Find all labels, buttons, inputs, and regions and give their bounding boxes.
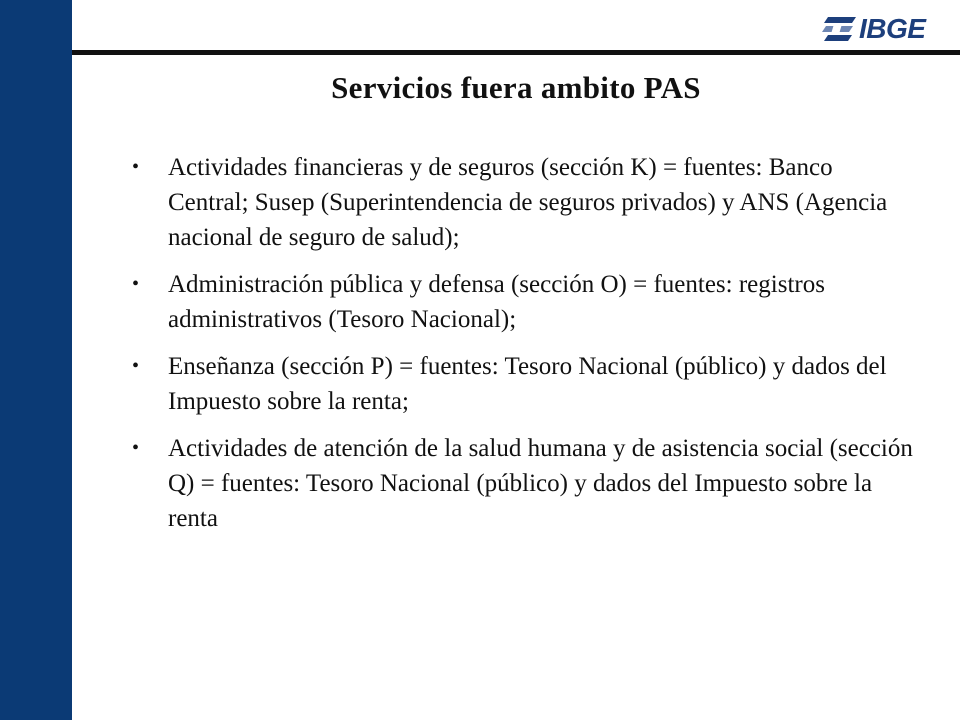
ibge-logo-text: IBGE: [859, 13, 926, 44]
left-sidebar-bar: [0, 0, 72, 720]
bullet-dot-icon: •: [132, 273, 140, 295]
bullet-item: [126, 349, 916, 419]
bullet-text: Administración pública y defensa (sección O) = fuentes: registros administrativos (Tesoro Nacional);: [168, 271, 825, 333]
ibge-logo: [822, 14, 940, 44]
bullet-dot-icon: •: [132, 437, 140, 459]
bullet-text: Enseñanza (sección P) = fuentes: Tesoro Nacional (público) y dados del Impuesto sobre la renta;: [168, 353, 887, 415]
bullet-dot-icon: •: [132, 156, 140, 178]
bullet-item: [126, 267, 916, 337]
bullet-text: Actividades de atención de la salud humana y de asistencia social (sección Q) = fuentes: Tesoro Nacional (público) y dados del Impuesto sobre la renta: [168, 435, 913, 532]
header-divider: [72, 50, 960, 55]
bullet-text: Actividades financieras y de seguros (sección K) = fuentes: Banco Central; Susep (Superintendencia de seguros privados) y ANS (Agencia nacional de seguro de salud);: [168, 154, 888, 251]
bullet-dot-icon: •: [132, 355, 140, 377]
bullet-item: [126, 431, 916, 536]
slide-title: Servicios fuera ambito PAS: [331, 70, 701, 105]
ibge-logo-mark-icon: [822, 17, 856, 41]
bullet-item: [126, 150, 916, 255]
bullet-list: [126, 150, 916, 548]
